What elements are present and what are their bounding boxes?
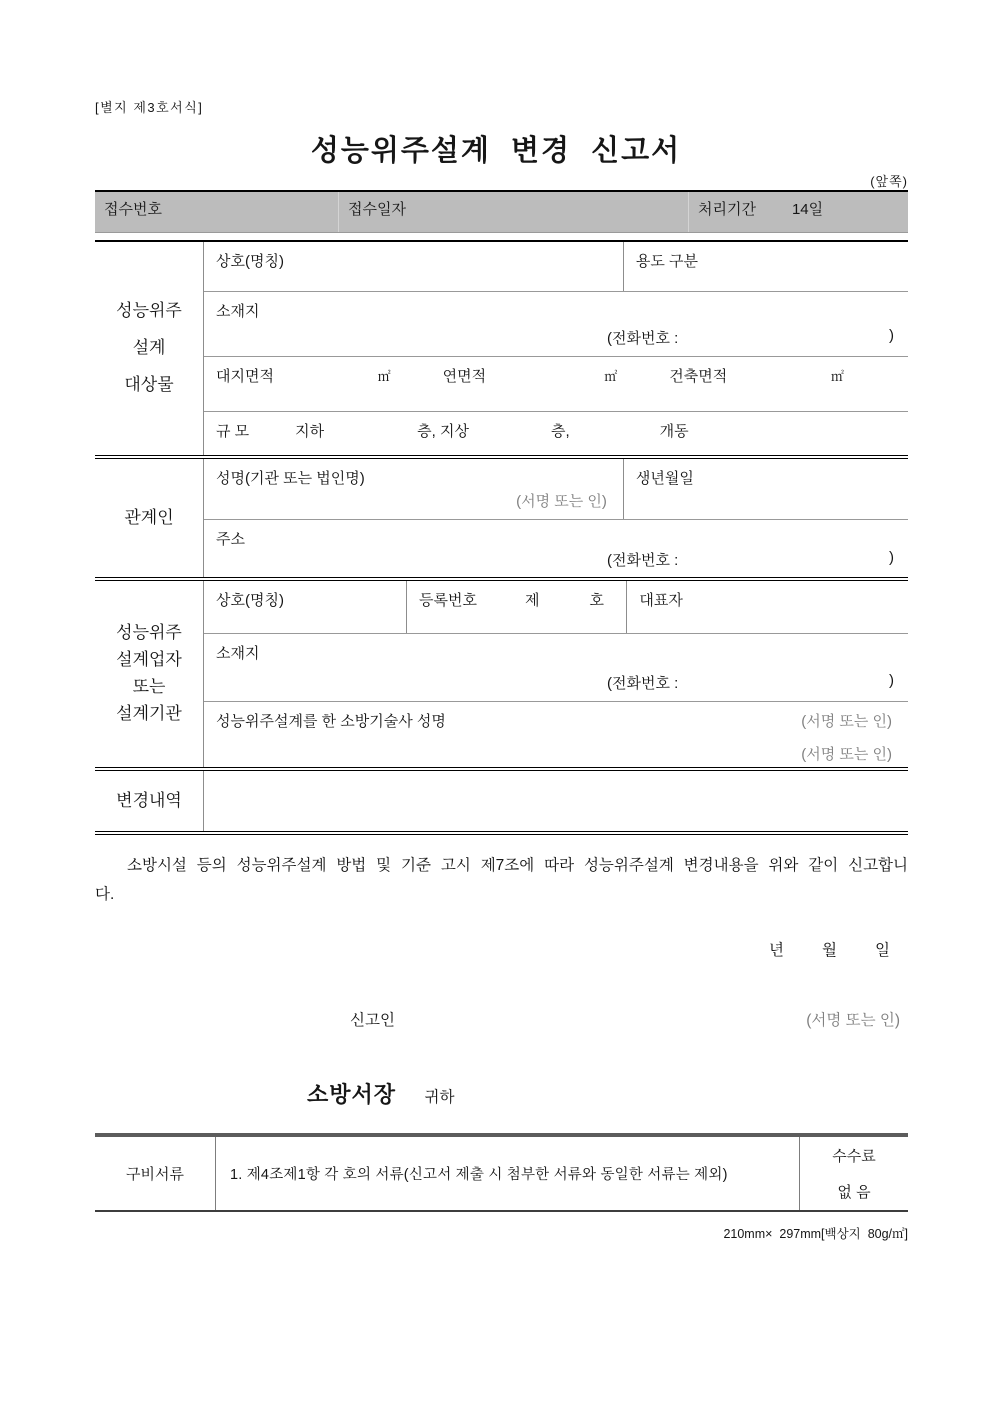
site-area-group: 대지면적 ㎡: [216, 365, 443, 386]
section-separator: [95, 831, 908, 835]
change-details-field: [204, 771, 908, 831]
form-code: [별지 제3호서식]: [95, 100, 204, 115]
related-name-field: 성명(기관 또는 법인명) (서명 또는 인): [204, 459, 623, 519]
fire-chief-label: 소방서장: [307, 1082, 397, 1107]
section-related-person: [95, 459, 908, 577]
row-designer-company: [204, 581, 908, 634]
areas-field: [204, 357, 908, 411]
section-designer-label: 성능위주 설계업자 또는 설계기관: [116, 623, 182, 723]
front-side-label: (앞쪽): [870, 174, 908, 189]
designer-company-field: 상호(명칭): [216, 592, 284, 609]
addressee-line: [95, 1078, 908, 1109]
processing-period-label: 처리기간: [698, 201, 756, 218]
designer-phone-line: (전화번호 : ): [607, 672, 894, 692]
date-line: [769, 938, 890, 960]
section-change-details-body: [203, 771, 908, 831]
honorific-label: 귀하: [424, 1089, 455, 1106]
page-title: 성능위주설계 변경 신고서: [310, 135, 682, 167]
declaration-statement: 소방시설 등의 성능위주설계 방법 및 기준 고시 제7조에 따라 성능위주설계 변경내용을 위와 같이 신고합니다.: [95, 857, 908, 903]
section-change-details: [95, 771, 908, 831]
related-phone-line: (전화번호 : ): [607, 549, 894, 569]
attachments-label: 구비서류: [126, 1166, 184, 1183]
section-related-person-label: 관계인: [124, 507, 174, 527]
sign-or-seal-note: (서명 또는 인): [801, 746, 892, 763]
fee-cell: [800, 1137, 908, 1210]
row-target-address: [204, 292, 908, 357]
target-phone-line: (전화번호 : ): [607, 327, 894, 347]
paper-spec-note: 210mm× 297mm[백상지 80g/㎡]: [723, 1227, 908, 1241]
section-designer: [95, 581, 908, 767]
sign-or-seal-note: (서명 또는 인): [806, 1012, 900, 1029]
sign-or-seal-note: (서명 또는 인): [516, 493, 607, 510]
section-related-person-body: [203, 459, 908, 577]
building-area-group: 건축면적 ㎡: [669, 365, 896, 386]
row-scale: [204, 412, 908, 455]
receipt-header: [95, 190, 908, 233]
month-label: 월: [822, 942, 838, 959]
birth-date-field: 생년월일: [623, 459, 908, 519]
fire-engineer-field: 성능위주설계를 한 소방기술사 성명 (서명 또는 인) (서명 또는 인): [204, 702, 908, 767]
target-address-field: 소재지 (전화번호 : ): [216, 303, 894, 347]
main-form-table: [95, 240, 908, 835]
processing-period-cell: [688, 192, 908, 232]
section-target: [95, 242, 908, 455]
row-name-birth: [204, 459, 908, 520]
year-label: 년: [769, 942, 785, 959]
receipt-number-cell: 접수번호: [104, 201, 162, 218]
fee-value: 없 음: [837, 1184, 871, 1201]
designer-address-field: 소재지 (전화번호 : ): [216, 645, 894, 692]
section-target-label: 성능위주 설계 대상물: [116, 301, 182, 394]
row-company-usetype: [204, 242, 908, 292]
row-designer-address: [204, 634, 908, 702]
reporter-label: 신고인: [350, 1012, 395, 1029]
day-label: 일: [875, 942, 890, 959]
section-target-body: [203, 242, 908, 455]
related-address-field: 주소 (전화번호 : ): [216, 531, 894, 569]
reporter-line: [95, 1008, 908, 1030]
ceo-field: 대표자: [626, 581, 908, 633]
section-change-details-label: 변경내역: [116, 790, 182, 810]
floor-area-unit: ㎡: [604, 369, 618, 384]
sign-or-seal-note: (서명 또는 인): [801, 713, 892, 730]
section-designer-body: [203, 581, 908, 767]
registration-number-field: 등록번호 제 호: [406, 581, 626, 633]
row-areas: [204, 357, 908, 412]
row-related-address: [204, 520, 908, 577]
processing-period-value: 14일: [791, 201, 824, 218]
floor-area-group: 연면적 ㎡: [443, 365, 670, 386]
row-fire-engineer: [204, 702, 908, 767]
fee-label: 수수료: [832, 1148, 876, 1165]
scale-field: 규 모 지하 층, 지상 층, 개동: [216, 423, 689, 440]
use-type-field: 용도 구분: [623, 242, 908, 291]
receipt-date-cell: 접수일자: [338, 192, 688, 232]
company-name-field: 상호(명칭): [216, 253, 284, 270]
site-area-unit: ㎡: [377, 369, 391, 384]
row-change-details: [204, 771, 908, 831]
attachments-item: 1. 제4조제1항 각 호의 서류(신고서 제출 시 첨부한 서류와 동일한 서류는 제외): [215, 1137, 800, 1210]
building-area-unit: ㎡: [830, 369, 844, 384]
attachments-table: [95, 1133, 908, 1212]
